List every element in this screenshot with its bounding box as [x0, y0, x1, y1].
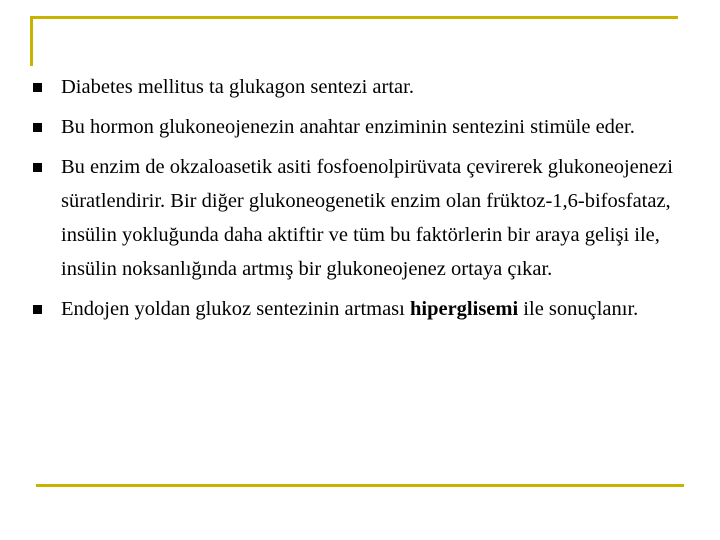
- bullet-item-1: [33, 70, 703, 104]
- bullet-text-2: Bu hormon glukoneojenezin anahtar enziminin sentezini stimüle eder.: [61, 116, 635, 138]
- square-bullet-icon: [33, 305, 42, 314]
- bullet-text-1: Diabetes mellitus ta glukagon sentezi artar.: [61, 76, 414, 98]
- bullet-text-4-after: ile sonuçlanır.: [518, 298, 639, 320]
- bullet-text-4-before: Endojen yoldan glukoz sentezinin artması: [61, 298, 410, 320]
- frame-left-line: [30, 16, 33, 66]
- square-bullet-icon: [33, 163, 42, 172]
- bullet-item-3: [33, 150, 703, 286]
- frame-bottom-line: [36, 484, 684, 487]
- square-bullet-icon: [33, 83, 42, 92]
- bullet-list: [33, 70, 703, 332]
- bullet-text-4-bold-term: hiperglisemi: [409, 298, 519, 320]
- bullet-text-3: Bu enzim de okzaloasetik asiti fosfoenolpirüvata çevirerek glukoneojenezi süratlendirir. Bir diğer glukoneogenetik enzim olan früktoz-1,6-bifosfataz, insülin yokluğunda daha aktiftir ve tüm bu faktörlerin bir araya gelişi ile, insülin noksanlığında artmış bir glukoneojenez ortaya çıkar.: [61, 156, 673, 280]
- bullet-item-2: [33, 110, 703, 144]
- square-bullet-icon: [33, 123, 42, 132]
- bullet-item-4: [33, 292, 703, 326]
- frame-top-line: [30, 16, 678, 19]
